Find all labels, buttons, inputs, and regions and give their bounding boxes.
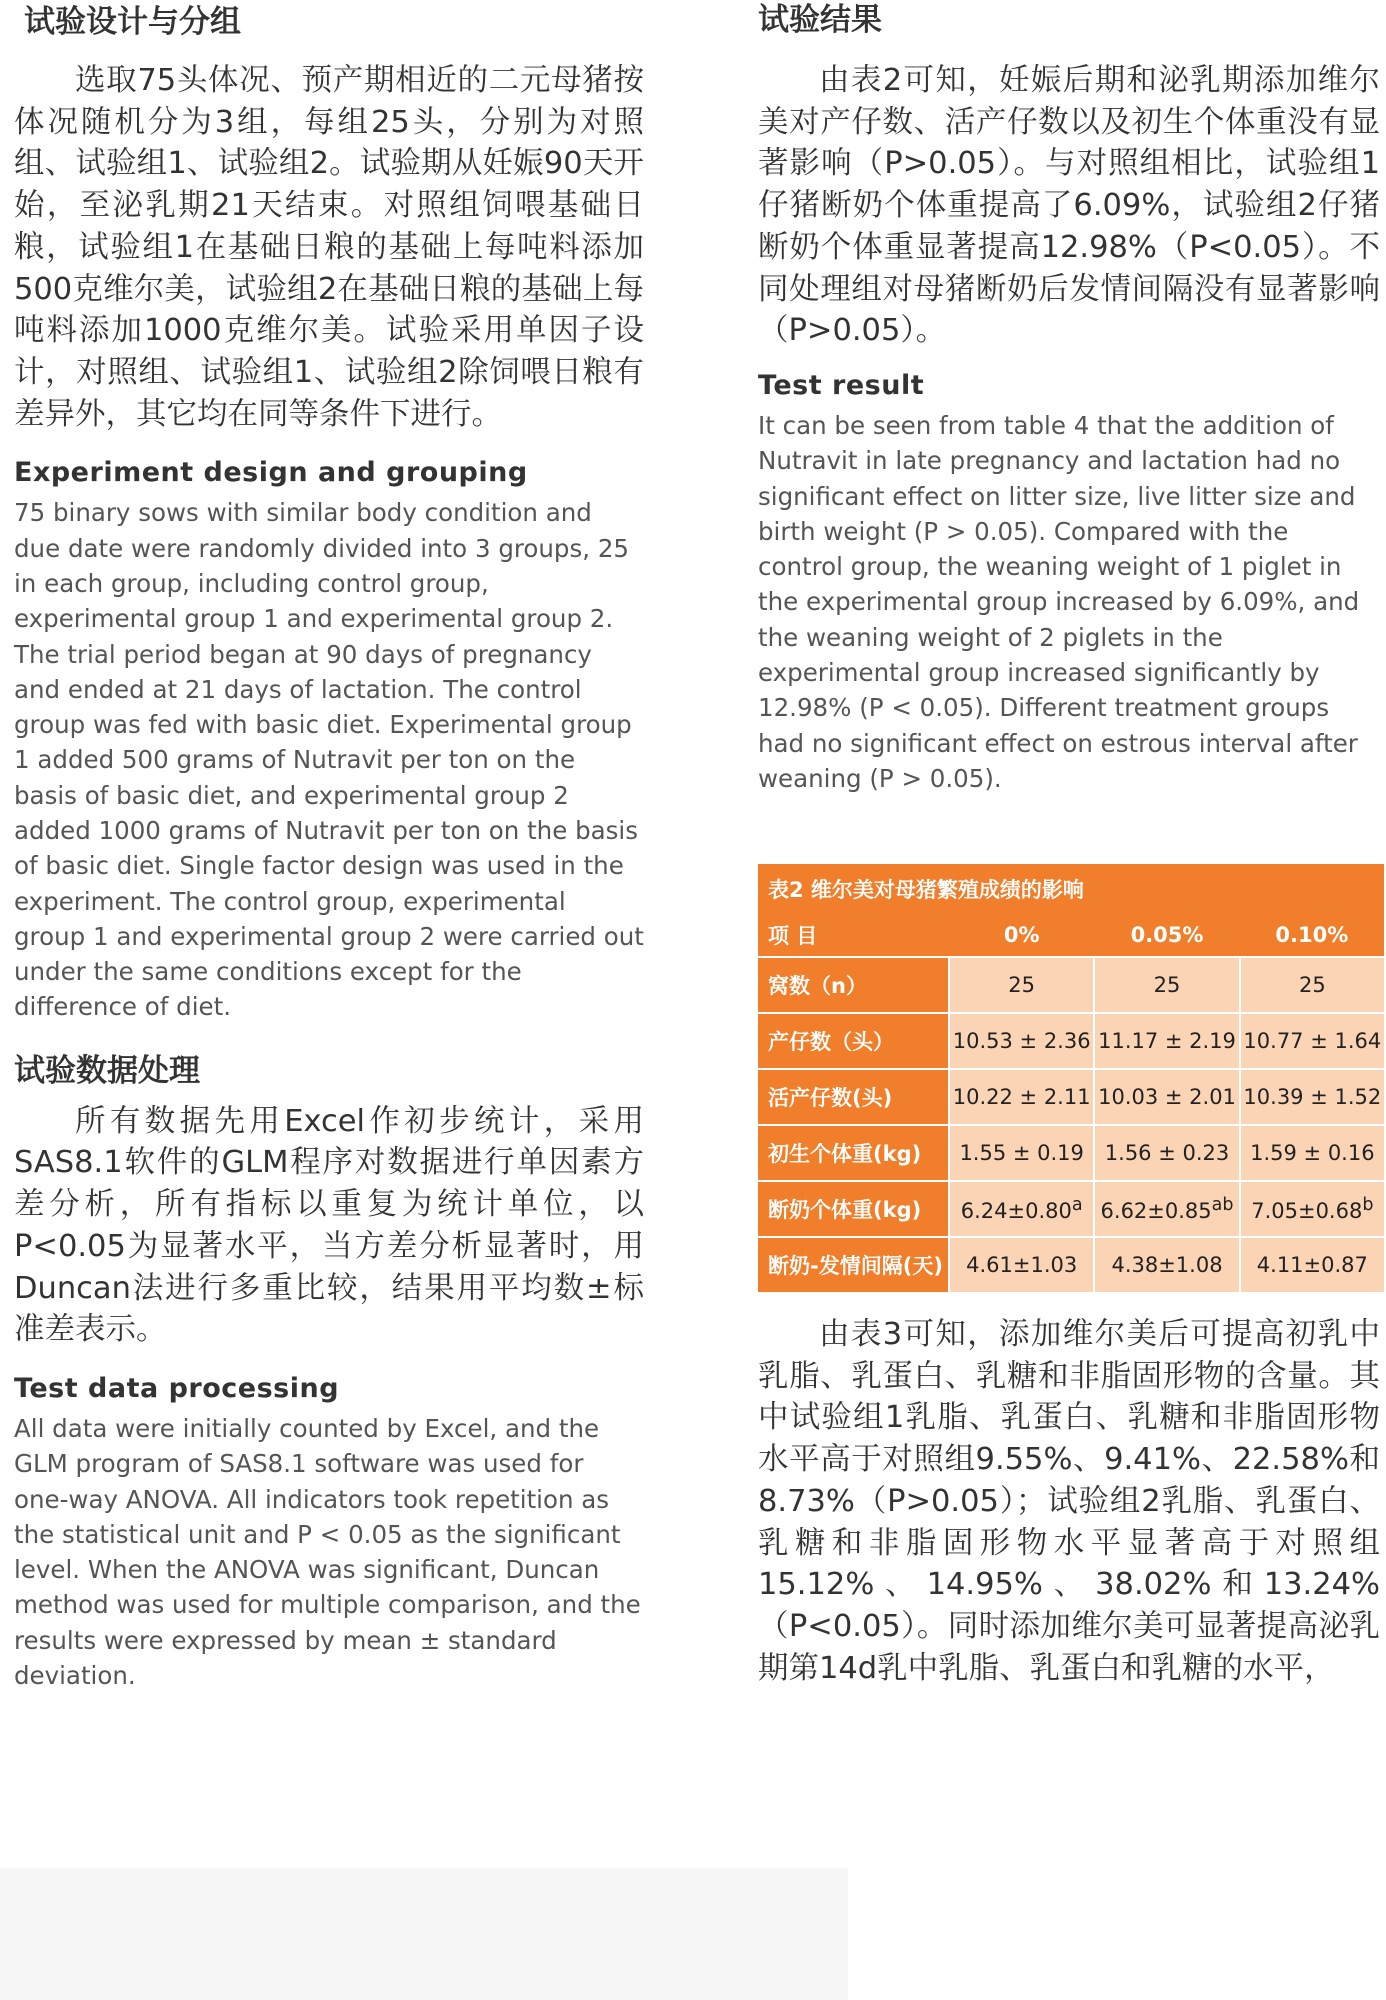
cell: 11.17 ± 2.19 — [1094, 1013, 1239, 1069]
row-label: 初生个体重(kg) — [758, 1125, 949, 1181]
table-row — [758, 1181, 1384, 1237]
table-sow-reproduction — [758, 864, 1384, 1294]
table-header-col-2: 0.10% — [1240, 914, 1384, 957]
cell: 10.77 ± 1.64 — [1240, 1013, 1384, 1069]
cell-value: 6.62±0.85 — [1100, 1199, 1212, 1223]
cn-result-body: 由表2可知，妊娠后期和泌乳期添加维尔美对产仔数、活产仔数以及初生个体重没有显著影响（P>0.05）。与对照组相比，试验组1仔猪断奶个体重提高了6.09%，试验组2仔猪断奶个体重显著提高12.98%（P<0.05）。不同处理组对母猪断奶后发情间隔没有显著影响（P>0.05）。 — [758, 63, 1380, 349]
table-row — [758, 1237, 1384, 1293]
significance-mark: b — [1362, 1195, 1374, 1215]
cell: 25 — [1240, 957, 1384, 1013]
cell-value: 6.24±0.80 — [960, 1199, 1072, 1223]
table-row — [758, 1013, 1384, 1069]
footer-band — [0, 1868, 848, 2000]
cn-data-body: 所有数据先用Excel作初步统计，采用SAS8.1软件的GLM程序对数据进行单因素方差分析，所有指标以重复为统计单位，以P<0.05为显著水平，当方差分析显著时，用Duncan法进行多重比较，结果用平均数±标准差表示。 — [14, 1103, 644, 1348]
cell: 10.03 ± 2.01 — [1094, 1069, 1239, 1125]
en-data-heading: Test data processing — [14, 1373, 340, 1404]
table-row — [758, 1125, 1384, 1181]
cell: 10.39 ± 1.52 — [1240, 1069, 1384, 1125]
en-design-heading: Experiment design and grouping — [14, 457, 528, 489]
cell: 4.11±0.87 — [1240, 1237, 1384, 1293]
cell: 25 — [949, 957, 1094, 1013]
cn-design-heading: 试验设计与分组 — [24, 4, 241, 40]
cn-design-body: 选取75头体况、预产期相近的二元母猪按体况随机分为3组，每组25头，分别为对照组、试验组1、试验组2。试验期从妊娠90天开始，至泌乳期21天结束。对照组饲喂基础日粮，试验组1在基础日粮的基础上每吨料添加500克维尔美，试验组2在基础日粮的基础上每吨料添加1000克维尔美。试验采用单因子设计，对照组、试验组1、试验组2除饲喂日粮有差异外，其它均在同等条件下进行。 — [14, 63, 644, 432]
cell: 10.22 ± 2.11 — [949, 1069, 1094, 1125]
table-header-col-1: 0.05% — [1094, 914, 1239, 957]
cell: 25 — [1094, 957, 1239, 1013]
row-label: 断奶-发情间隔(天) — [758, 1237, 949, 1293]
cell: 4.38±1.08 — [1094, 1237, 1239, 1293]
cell: 4.61±1.03 — [949, 1237, 1094, 1293]
cell: 1.55 ± 0.19 — [949, 1125, 1094, 1181]
en-data-body: All data were initially counted by Excel, and the GLM program of SAS8.1 software was used for one-way ANOVA. All indicators took repetition as the statistical unit and P < 0.05 as the significant level. When the ANOVA was significant, Duncan method was used for multiple comparison, and the results were expressed by mean ± standard deviation. — [14, 1414, 641, 1691]
left-column — [14, 0, 644, 1693]
row-label: 断奶个体重(kg) — [758, 1181, 949, 1237]
cell — [949, 1181, 1094, 1237]
en-result-heading: Test result — [758, 369, 925, 401]
cn-table3-body: 由表3可知，添加维尔美后可提高初乳中乳脂、乳蛋白、乳糖和非脂固形物的含量。其中试验组1乳脂、乳蛋白、乳糖和非脂固形物水平高于对照组9.55%、9.41%、22.58%和8.73%（P>0.05）；试验组2乳脂、乳蛋白、乳糖和非脂固形物水平显著高于对照组15.12%、14.95%、38.02%和13.24%（P<0.05）。同时添加维尔美可显著提高泌乳期第14d乳中乳脂、乳蛋白和乳糖的水平， — [758, 1317, 1380, 1686]
cn-result-heading: 试验结果 — [758, 2, 882, 38]
significance-mark: a — [1071, 1195, 1083, 1215]
row-label: 窝数（n） — [758, 957, 949, 1013]
table-header-item: 项 目 — [758, 914, 949, 957]
cell — [1240, 1181, 1384, 1237]
table-caption: 表2 维尔美对母猪繁殖成绩的影响 — [758, 864, 1384, 914]
cell: 10.53 ± 2.36 — [949, 1013, 1094, 1069]
table-header-col-0: 0% — [949, 914, 1094, 957]
row-label: 活产仔数(头) — [758, 1069, 949, 1125]
cell-value: 7.05±0.68 — [1251, 1199, 1363, 1223]
right-column — [758, 0, 1380, 796]
cell — [1094, 1181, 1239, 1237]
cn-data-heading: 试验数据处理 — [14, 1052, 200, 1089]
table-row — [758, 1069, 1384, 1125]
row-label: 产仔数（头） — [758, 1013, 949, 1069]
right-column-lower — [758, 1314, 1380, 1689]
cell: 1.59 ± 0.16 — [1240, 1125, 1384, 1181]
en-result-body: It can be seen from table 4 that the addition of Nutravit in late pregnancy and lactation had no significant effect on litter size, live litter size and birth weight (P > 0.05). Compared with the control group, the weaning weight of 1 piglet in the experimental group increased by 6.09%, and the weaning weight of 2 piglets in the experimental group increased significantly by 12.98% (P < 0.05). Different treatment groups had no significant effect on estrous interval after weaning (P > 0.05). — [758, 410, 1360, 793]
en-design-body: 75 binary sows with similar body condition and due date were randomly divided into 3 groups, 25 in each group, including control group, experimental group 1 and experimental group 2. The trial period began at 90 days of pregnancy and ended at 21 days of lactation. The control group was fed with basic diet. Experimental group 1 added 500 grams of Nutravit per ton on the basis of basic diet, and experimental group 2 added 1000 grams of Nutravit per ton on the basis of basic diet. Single factor design was used in the experiment. The control group, experimental group 1 and experimental group 2 were carried out under the same conditions except for the difference of diet. — [14, 498, 644, 1022]
cell: 1.56 ± 0.23 — [1094, 1125, 1239, 1181]
table-row — [758, 957, 1384, 1013]
significance-mark: ab — [1211, 1195, 1234, 1215]
